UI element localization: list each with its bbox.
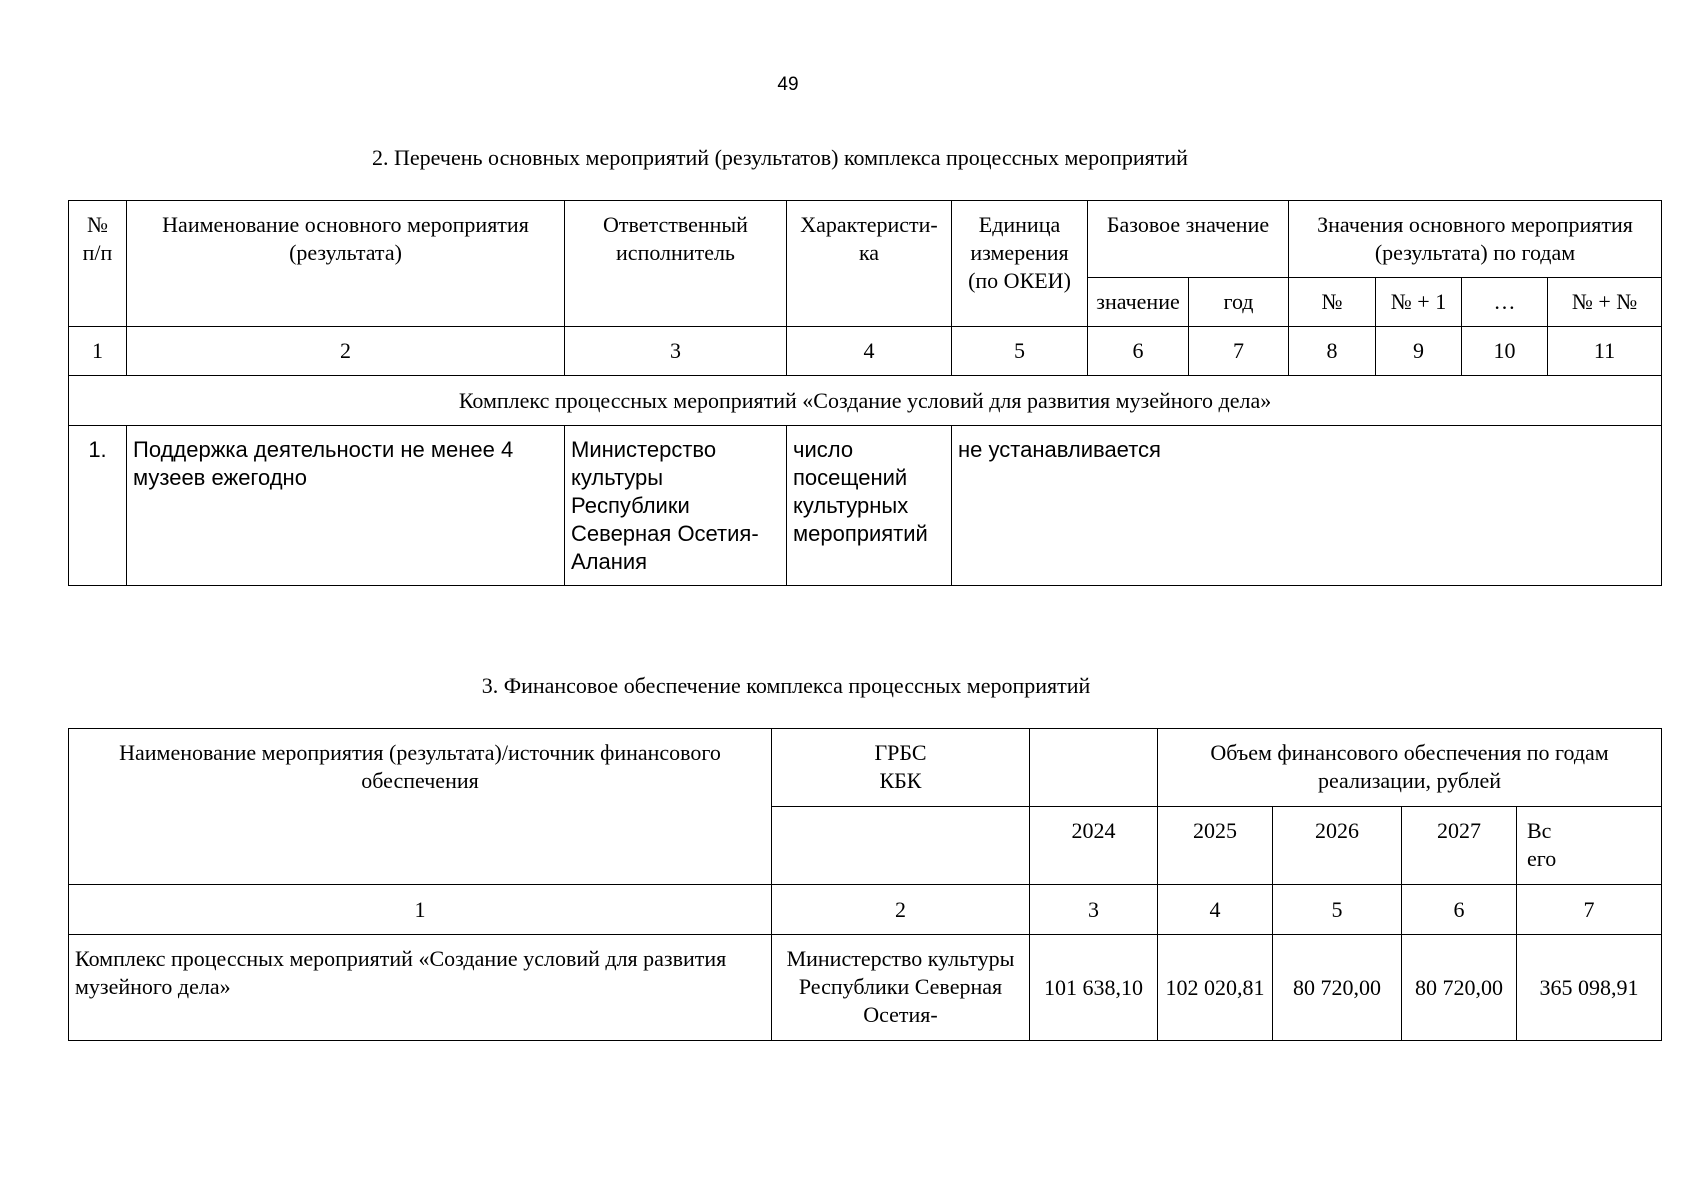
fin-header-volume: Объем финансового обеспечения по годам реализации, рублей <box>1158 729 1662 807</box>
fin-header-grbs-empty <box>772 807 1030 885</box>
fin-row-grbs: Министерство культуры Республики Северная Осетия- <box>772 935 1030 1041</box>
fin-row-2027: 80 720,00 <box>1402 935 1517 1041</box>
fin-header-total: Вс его <box>1517 807 1662 885</box>
col-number: 8 <box>1289 327 1376 376</box>
fin-header-year-2025: 2025 <box>1158 807 1273 885</box>
fin-header-year-2026: 2026 <box>1273 807 1402 885</box>
header-year-dots: … <box>1462 278 1548 327</box>
header-activity-name: Наименование основного мероприятия (результата) <box>127 201 565 327</box>
header-year-n: № <box>1289 278 1376 327</box>
col-number: 11 <box>1548 327 1662 376</box>
fin-row-2025: 102 020,81 <box>1158 935 1273 1041</box>
header-num: № п/п <box>69 201 127 327</box>
header-executor: Ответственный исполнитель <box>565 201 787 327</box>
header-base-value-value: значение <box>1088 278 1189 327</box>
header-base-value-year: год <box>1189 278 1289 327</box>
col-number: 2 <box>127 327 565 376</box>
fin-header-year-2027: 2027 <box>1402 807 1517 885</box>
table-row-characteristic: число посещений культурных мероприятий <box>787 426 952 586</box>
fin-header-empty <box>1030 729 1158 807</box>
header-values-by-year: Значения основного мероприятия (результата) по годам <box>1289 201 1662 278</box>
header-base-value: Базовое значение <box>1088 201 1289 278</box>
fin-header-grbs: ГРБС КБК <box>772 729 1030 807</box>
header-unit: Единица измерения (по ОКЕИ) <box>952 201 1088 327</box>
col-number: 4 <box>1158 885 1273 935</box>
table-row-note: не устанавливается <box>952 426 1662 586</box>
fin-row-2024: 101 638,10 <box>1030 935 1158 1041</box>
table-row-activity-name: Поддержка деятельности не менее 4 музеев ежегодно <box>127 426 565 586</box>
col-number: 10 <box>1462 327 1548 376</box>
col-number: 4 <box>787 327 952 376</box>
col-number: 3 <box>1030 885 1158 935</box>
table-row-num: 1. <box>69 426 127 586</box>
col-number: 9 <box>1376 327 1462 376</box>
fin-header-year-2024: 2024 <box>1030 807 1158 885</box>
col-number: 6 <box>1088 327 1189 376</box>
fin-row-total: 365 098,91 <box>1517 935 1662 1041</box>
col-number: 5 <box>952 327 1088 376</box>
col-number: 7 <box>1517 885 1662 935</box>
col-number: 1 <box>69 327 127 376</box>
col-number: 7 <box>1189 327 1289 376</box>
col-number: 1 <box>69 885 772 935</box>
col-number: 3 <box>565 327 787 376</box>
fin-row-name: Комплекс процессных мероприятий «Создание условий для развития музейного дела» <box>69 935 772 1041</box>
financing-table <box>68 728 1662 1041</box>
page-number: 49 <box>777 74 799 95</box>
section3-title: 3. Финансовое обеспечение комплекса процессных мероприятий <box>481 673 1091 698</box>
header-characteristic: Характеристи- ка <box>787 201 952 327</box>
col-number: 2 <box>772 885 1030 935</box>
activities-table <box>68 200 1662 586</box>
header-year-n-plus-n: № + № <box>1548 278 1662 327</box>
col-number: 6 <box>1402 885 1517 935</box>
col-number: 5 <box>1273 885 1402 935</box>
fin-header-name: Наименование мероприятия (результата)/источник финансового обеспечения <box>69 729 772 885</box>
table-row-executor: Министерство культуры Республики Северная Осетия-Алания <box>565 426 787 586</box>
fin-row-2026: 80 720,00 <box>1273 935 1402 1041</box>
complex-group-row: Комплекс процессных мероприятий «Создание условий для развития музейного дела» <box>69 376 1662 426</box>
header-year-n-plus-1: № + 1 <box>1376 278 1462 327</box>
section2-title: 2. Перечень основных мероприятий (результатов) комплекса процессных мероприятий <box>372 145 1188 170</box>
